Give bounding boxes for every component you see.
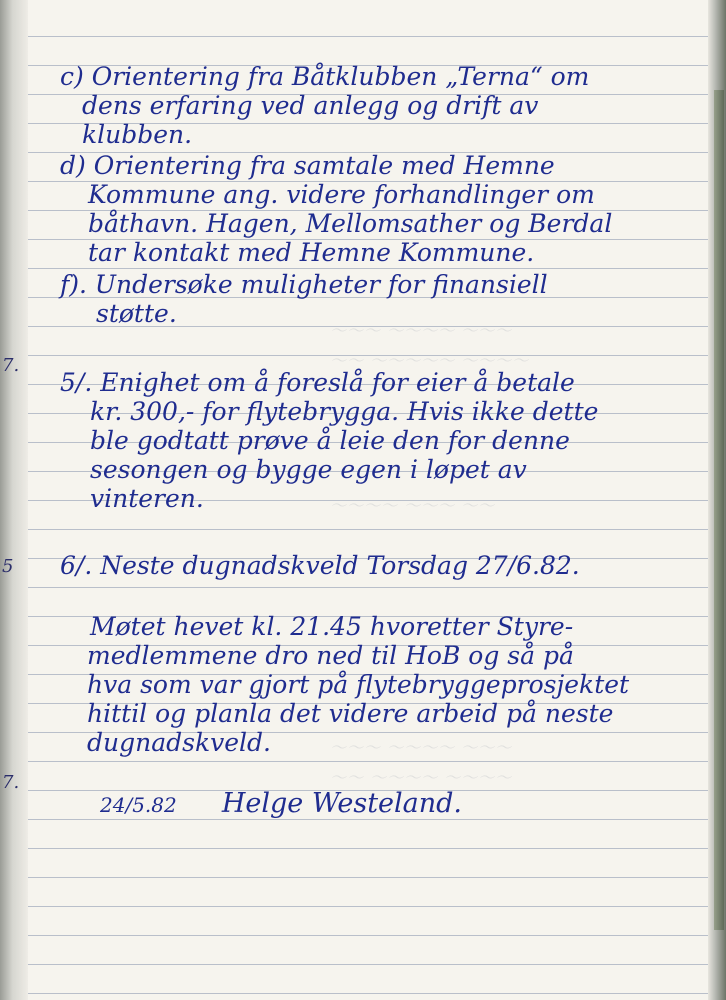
text-line: dens erfaring ved anlegg og drift av [82,91,539,120]
page-edge [708,0,726,1000]
margin-mark: 7. [2,355,20,376]
text-line: ble godtatt prøve å leie den for denne [90,426,570,455]
agenda-item-c [60,62,680,149]
agenda-item-f [60,270,680,328]
signature-block [100,788,462,819]
text-line: f). Undersøke muligheter for finansiell [60,270,548,299]
text-line: kr. 300,- for flytebrygga. Hvis ikke dette [90,397,599,426]
text-line: Kommune ang. videre forhandlinger om [88,180,595,209]
signature-date: 24/5.82 [100,793,177,817]
margin-mark: 5 [2,556,14,577]
margin-mark: 7. [2,772,20,793]
text-line: d) Orientering fra samtale med Hemne [60,151,555,180]
text-line: vinteren. [90,484,204,513]
text-line: sesongen og bygge egen i løpet av [90,455,527,484]
text-line: tar kontakt med Hemne Kommune. [88,238,535,267]
text-line: Møtet hevet kl. 21.45 hvoretter Styre- [90,612,574,641]
text-line: båthavn. Hagen, Mellomsather og Berdal [88,209,613,238]
show-through-line: ～～ ～～～～ ～～～～ [330,768,513,787]
show-through-line: ～～ ～～～～～ ～～～～ [330,351,530,370]
text-line: 6/. Neste dugnadskveld Torsdag 27/6.82. [60,551,580,580]
page-tab [714,90,724,930]
text-line: hva som var gjort på flytebryggeprosjektet [87,670,630,699]
text-line: dugnadskveld. [87,728,271,757]
text-line: klubben. [82,120,193,149]
show-through-line: ～～～ ～～～～ ～～～ [330,738,513,757]
agenda-item-6 [60,551,680,580]
signature-name: Helge Westeland. [221,788,463,819]
agenda-item-d [60,151,680,267]
agenda-item-5 [60,368,680,513]
text-line: medlemmene dro ned til HoB og så på [87,641,574,670]
notebook-binding [0,0,28,1000]
text-line: hittil og planla det videre arbeid på neste [87,699,614,728]
show-through-line: ～～～ ～～～～ ～～～ [330,321,513,340]
text-line: støtte. [96,299,177,328]
show-through-line: ～～～～ ～～～ ～～ [330,496,496,515]
closing-paragraph [87,612,690,757]
text-line: c) Orientering fra Båtklubben „Terna“ om [60,62,590,91]
text-line: 5/. Enighet om å foreslå for eier å betale [60,368,575,397]
